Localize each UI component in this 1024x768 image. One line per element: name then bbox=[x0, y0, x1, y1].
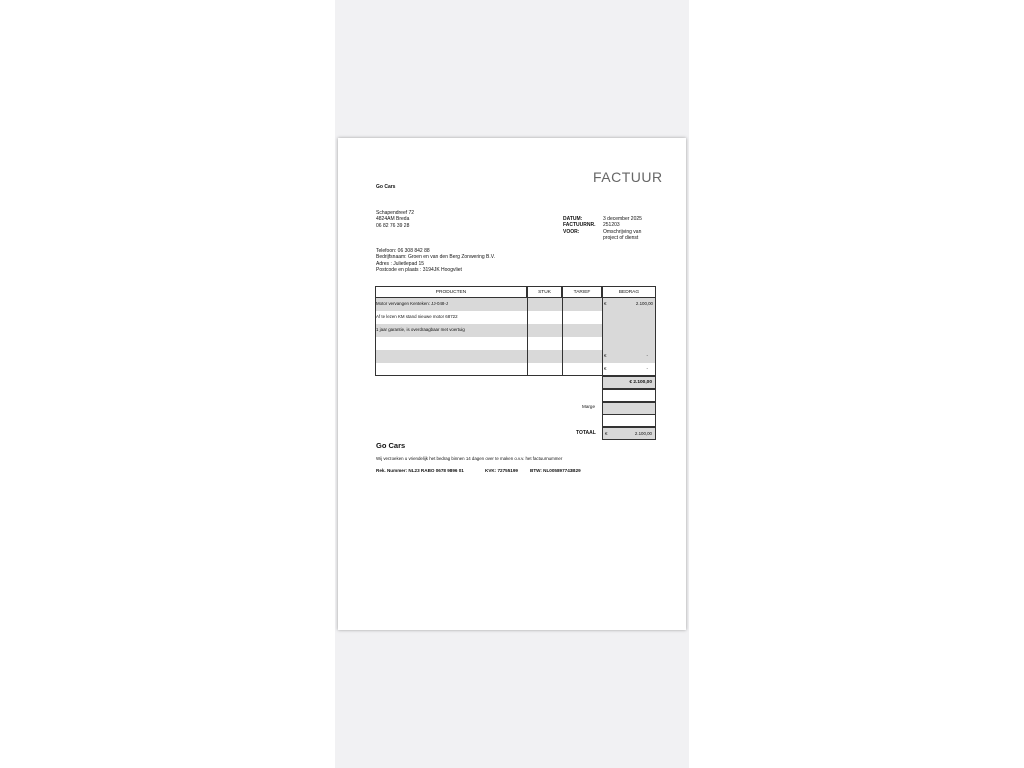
invoice-title: FACTUUR bbox=[593, 169, 663, 185]
summary-empty-box bbox=[602, 414, 656, 427]
totaal-euro: € bbox=[605, 431, 608, 436]
subtotal-amount: € 2.100,00 bbox=[629, 380, 652, 385]
client-details bbox=[376, 248, 495, 273]
header-bedrag: BEDRAG bbox=[602, 286, 656, 298]
btw-number: BTW: NL005897743B29 bbox=[530, 468, 581, 473]
client-phone: Telefoon: 06 308 842 88 bbox=[376, 248, 430, 254]
products-table bbox=[375, 286, 656, 376]
bank-account: Rek. Nummer: NL23 RABO 0678 9896 01 bbox=[376, 468, 464, 473]
company-name: Go Cars bbox=[376, 184, 396, 190]
header-stuk: STUK bbox=[527, 286, 562, 298]
footer-company-name: Go Cars bbox=[376, 441, 406, 450]
payment-note: Wij verzoeken u vriendelijk het bedrag binnen 14 dagen over te maken o.v.v. het factuurnummer bbox=[376, 456, 563, 461]
summary-empty-box bbox=[602, 389, 656, 402]
kvk-number: KVK: 72755199 bbox=[485, 468, 518, 473]
invoice-for-1: Omschrijving van bbox=[603, 228, 642, 235]
totaal-box bbox=[602, 427, 656, 440]
invoice-for-2: project of dienst bbox=[603, 234, 639, 241]
product-cell: Motor vervangen Kenteken: JJ-048-J bbox=[376, 301, 448, 306]
euro-sign: € bbox=[604, 353, 607, 358]
number-label: FACTUURNR. bbox=[563, 222, 596, 229]
row-amount: - bbox=[646, 366, 648, 371]
header-producten: PRODUCTEN bbox=[375, 286, 527, 298]
sender-address bbox=[376, 210, 414, 229]
euro-sign: € bbox=[604, 366, 607, 371]
marge-label: Marge bbox=[582, 404, 596, 409]
subtotal-box bbox=[602, 376, 656, 389]
invoice-number: 251203 bbox=[603, 222, 620, 229]
header-tarief: TARIEF bbox=[562, 286, 602, 298]
product-cell: Af te lezen KM stand nieuwe motor 68722 bbox=[376, 314, 458, 319]
sender-street: Schapendreef 72 bbox=[376, 210, 415, 216]
invoice-meta-values bbox=[603, 216, 642, 241]
date-label: DATUM: bbox=[563, 216, 583, 222]
totaal-label: TOTAAL bbox=[576, 430, 596, 436]
client-company: Bedrijfsnaam: Groen en van den Berg Zonwering B.V. bbox=[376, 254, 496, 261]
totaal-amount: 2.100,00 bbox=[634, 431, 652, 436]
row-amount: 2.100,00 bbox=[635, 301, 653, 306]
euro-sign: € bbox=[604, 301, 607, 306]
invoice-date: 3 december 2025 bbox=[603, 216, 642, 222]
product-cell: 1 jaar garantie, is overdraagbaar met voertuig bbox=[376, 327, 465, 332]
client-address: Adres : Julietlepad 15 bbox=[376, 260, 425, 267]
invoice-page bbox=[338, 138, 686, 630]
for-label: VOOR: bbox=[563, 228, 580, 235]
sender-city: 4824AM Breda bbox=[376, 216, 410, 223]
client-postcode: Postcode en plaats : 3194JK Hoogvliet bbox=[376, 266, 462, 273]
invoice-meta-labels bbox=[563, 216, 596, 235]
sender-phone: 06 82 76 39 28 bbox=[376, 222, 410, 229]
row-amount: - bbox=[646, 353, 648, 358]
